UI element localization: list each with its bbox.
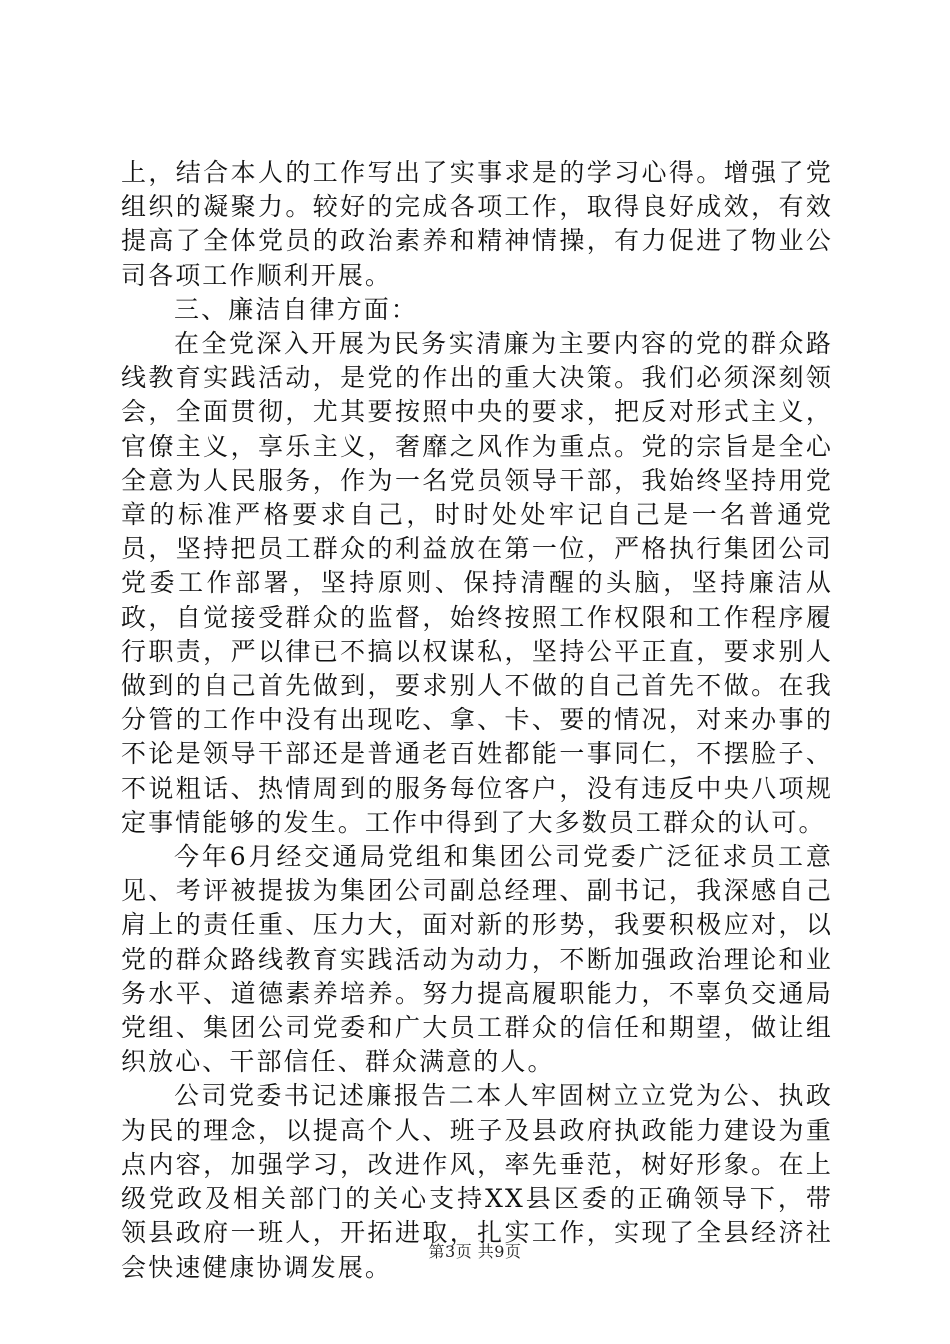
paragraph-report-two: 公司党委书记述廉报告二本人牢固树立立党为公、执政为民的理念，以提高个人、班子及县政府执政能力建设为重点内容，加强学习，改进作风，率先垂范，树好形象。在上级党政及相关部门的关心支持XX县区委的正确领导下，带领县政府一班人，开拓进取，扎实工作，实现了全县经济社会快速健康协调发展。 <box>121 1081 833 1282</box>
paragraph-integrity: 在全党深入开展为民务实清廉为主要内容的党的群众路线教育实践活动，是党的作出的重大决策。我们必须深刻领会，全面贯彻，尤其要按照中央的要求，把反对形式主义，官僚主义，享乐主义，奢靡之风作为重点。党的宗旨是全心全意为人民服务，作为一名党员领导干部，我始终坚持用党章的标准严格要求自己，时时处处牢记自己是一名普通党员，坚持把员工群众的利益放在第一位，严格执行集团公司党委工作部署，坚持原则、保持清醒的头脑，坚持廉洁从政，自觉接受群众的监督，始终按照工作权限和工作程序履行职责，严以律已不搞以权谋私，坚持公平正直，要求别人做到的自己首先做到，要求别人不做的自己首先不做。在我分管的工作中没有出现吃、拿、卡、要的情况，对来办事的不论是领导干部还是普通老百姓都能一事同仁，不摆脸子、不说粗话、热情周到的服务每位客户，没有违反中央八项规定事情能够的发生。工作中得到了大多数员工群众的认可。 <box>121 329 833 837</box>
paragraph-promotion: 今年6月经交通局党组和集团公司党委广泛征求员工意见、考评被提拔为集团公司副总经理、副书记，我深感自己肩上的责任重、压力大，面对新的形势，我要积极应对，以党的群众路线教育实践活动为动力，不断加强政治理论和业务水平、道德素养培养。努力提高履职能力，不辜负交通局党组、集团公司党委和广大员工群众的信任和期望，做让组织放心、干部信任、群众满意的人。 <box>121 842 833 1077</box>
paragraph-continuation: 上，结合本人的工作写出了实事求是的学习心得。增强了党组织的凝聚力。较好的完成各项工作，取得良好成效，有效提高了全体党员的政治素养和精神情操，有力促进了物业公司各项工作顺利开展。 <box>121 158 833 290</box>
document-body <box>121 156 833 1285</box>
section-heading: 三、廉洁自律方面： <box>174 294 418 324</box>
page-footer: 第3页 共9页 <box>428 1242 522 1261</box>
